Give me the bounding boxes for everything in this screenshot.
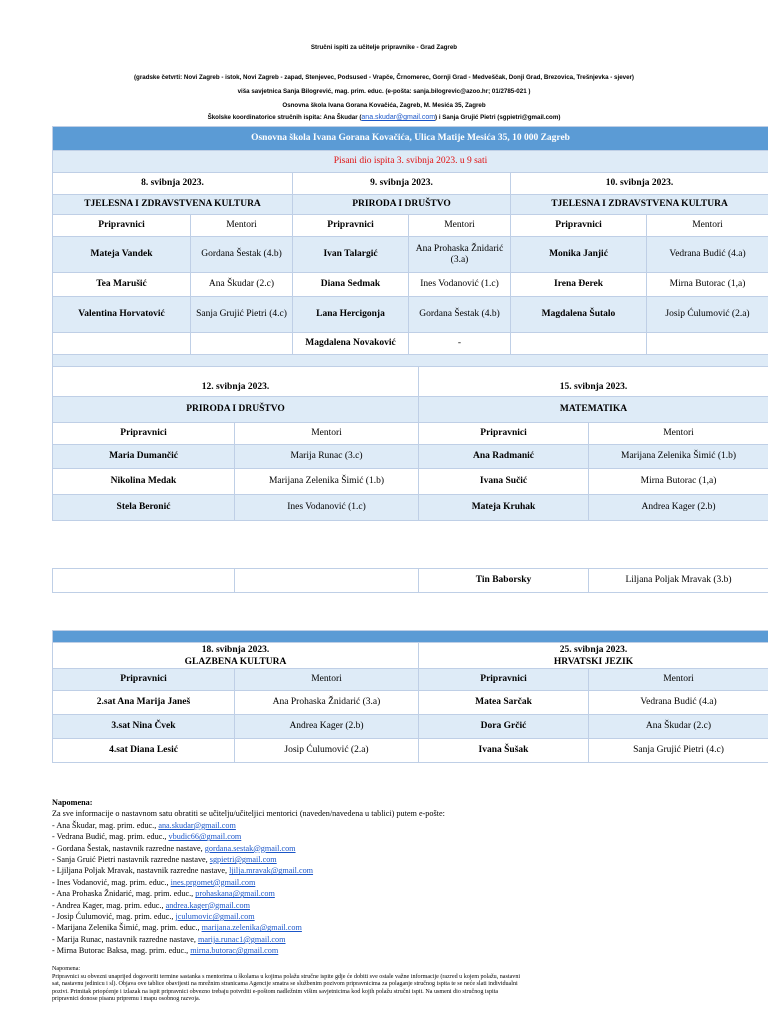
contact-name: - Marija Runac, nastavnik razredne nastave, bbox=[52, 934, 198, 944]
trainee-cell bbox=[53, 333, 191, 355]
table-row bbox=[53, 333, 768, 355]
trainee-cell: Dora Grčić bbox=[419, 715, 589, 739]
trainee-cell: Tea Marušić bbox=[53, 273, 191, 297]
notes-footer-text: Pripravnici su obvezni unaprijed dogovoriti termine sastanka s mentorima u školama u kojima polažu stručne ispite gdje će dobiti sve ostale važne informacije (razred u kojem polažu, nastavni sat, nastavnu jedinicu i sl). Objava ove tablice obavijesti na mrežnim stranicama Agencije smatra se službenim pozivom pripravnicima za polaganje stručnog ispita te se neće slati individualni pozivi. Primitak priopćenje i izlazak na ispit pripravnici obvezno trebaju potvrditi e-poštom nadležnim višim savjetnicima kod kojih polažu stručni ispit. Na usmeni dio stručnog ispita pripravnici donose pisanu pripremu i mapu osobnog razvoja. bbox=[52, 973, 521, 1003]
column-header-pripravnici: Pripravnici bbox=[53, 669, 235, 691]
table-row bbox=[53, 297, 768, 333]
mentor-cell: Ana Škudar (2.c) bbox=[191, 273, 293, 297]
contact-name: - Josip Ćulumović, mag. prim. educ., bbox=[52, 912, 176, 922]
trainee-cell bbox=[53, 569, 235, 593]
header-band bbox=[53, 631, 768, 643]
column-header-pripravnici: Pripravnici bbox=[53, 423, 235, 445]
contact-list bbox=[52, 820, 445, 957]
contact-item bbox=[52, 877, 445, 888]
contact-item bbox=[52, 854, 445, 865]
contact-item bbox=[52, 831, 445, 842]
column-header-mentori: Mentori bbox=[409, 215, 511, 237]
column-header-pripravnici: Pripravnici bbox=[53, 215, 191, 237]
school-banner: Osnovna škola Ivana Gorana Kovačića, Ulica Matije Mesića 35, 10 000 Zagreb bbox=[53, 127, 768, 151]
advisor-line: viša savjetnica Sanja Bilogrević, mag. prim. educ. (e-pošta: sanja.bilogrevic@azoo.hr; 01/2785-021 ) bbox=[237, 88, 531, 95]
trainee-cell: Matea Sarčak bbox=[419, 691, 589, 715]
mentor-cell: Ana Prohaska Žnidarić (3.a) bbox=[235, 691, 419, 715]
trainee-cell: 4.sat Diana Lesić bbox=[53, 739, 235, 763]
trainee-cell: Ivan Talargić bbox=[293, 237, 409, 273]
coordinator-email-link[interactable]: ana.skudar@gmail.com bbox=[361, 114, 436, 121]
notes-footer bbox=[52, 966, 522, 1004]
trainee-cell: Ivana Sučić bbox=[419, 469, 589, 495]
mentor-cell: Gordana Šestak (4.b) bbox=[191, 237, 293, 273]
trainee-cell bbox=[511, 333, 647, 355]
contact-email-link[interactable]: mirna.butorac@gmail.com bbox=[190, 946, 279, 956]
contact-email-link[interactable]: ines.prgomet@gmail.com bbox=[170, 877, 256, 887]
trainee-cell: Diana Sedmak bbox=[293, 273, 409, 297]
mentor-cell: Liljana Poljak Mravak (3.b) bbox=[589, 569, 768, 593]
contact-item bbox=[52, 934, 445, 945]
date-label: 25. svibnja 2023. bbox=[559, 644, 628, 655]
column-header-pripravnici: Pripravnici bbox=[419, 669, 589, 691]
contact-name: - Ana Prohaska Žnidarić, mag. prim. educ., bbox=[52, 889, 196, 899]
contact-email-link[interactable]: sgpietri@gmail.com bbox=[209, 855, 277, 865]
contact-item bbox=[52, 922, 445, 933]
trainee-cell: Lana Hercigonja bbox=[293, 297, 409, 333]
table-row bbox=[53, 237, 768, 273]
column-header-pripravnici: Pripravnici bbox=[293, 215, 409, 237]
notes-heading: Napomena: bbox=[52, 798, 93, 807]
contact-email-link[interactable]: marijana.zelenika@gmail.com bbox=[201, 923, 302, 933]
document-title: Stručni ispiti za učitelje pripravnike - Grad Zagreb bbox=[310, 44, 458, 51]
table-row bbox=[53, 715, 768, 739]
trainee-cell: Magdalena Novaković bbox=[293, 333, 409, 355]
contact-item bbox=[52, 865, 445, 876]
trainee-cell: Irena Đerek bbox=[511, 273, 647, 297]
contact-name: - Ljiljana Poljak Mravak, nastavnik razredne nastave, bbox=[52, 866, 230, 876]
mentor-cell: Josip Ćulumović (2.a) bbox=[235, 739, 419, 763]
trainee-cell: Ana Radmanić bbox=[419, 445, 589, 469]
trainee-cell: Maria Dumančić bbox=[53, 445, 235, 469]
date-cell: 10. svibnja 2023. bbox=[511, 173, 768, 195]
trainee-cell: Ivana Šušak bbox=[419, 739, 589, 763]
mentor-cell bbox=[647, 333, 768, 355]
contact-email-link[interactable]: ljilja.mravak@gmail.com bbox=[229, 866, 314, 876]
date-cell: 15. svibnja 2023. bbox=[419, 367, 768, 397]
mentor-cell: Marijana Zelenika Šimić (1.b) bbox=[235, 469, 419, 495]
contact-name: - Ines Vodanović, mag. prim. educ., bbox=[52, 877, 171, 887]
table-row bbox=[53, 495, 768, 521]
schedule-table-3 bbox=[52, 568, 768, 593]
trainee-cell: Stela Beronić bbox=[53, 495, 235, 521]
date-cell: 9. svibnja 2023. bbox=[293, 173, 511, 195]
date-cell: 12. svibnja 2023. bbox=[53, 367, 419, 397]
mentor-cell: Andrea Kager (2.b) bbox=[589, 495, 768, 521]
mentor-cell bbox=[191, 333, 293, 355]
trainee-cell: Magdalena Šutalo bbox=[511, 297, 647, 333]
districts-line: (gradske četvrti: Novi Zagreb - istok, Novi Zagreb - zapad, Stenjevec, Podsused - Vrapče, Črnomerec, Gornji Grad - Medveščak, Donji Grad, Brezovica, Trešnjevka - sjever) bbox=[134, 74, 634, 81]
subject-label: HRVATSKI JEZIK bbox=[553, 656, 634, 667]
coordinators-suffix: ) i Sanja Grujić Pietri (sgpietri@gmail.com) bbox=[435, 114, 561, 121]
contact-name: - Andrea Kager, mag. prim. educ., bbox=[52, 900, 166, 910]
mentor-cell: Mirna Butorac (1,a) bbox=[589, 469, 768, 495]
trainee-cell: Mateja Vandek bbox=[53, 237, 191, 273]
contact-email-link[interactable]: gordana.sestak@gmail.com bbox=[204, 843, 296, 853]
written-exam-note: Pisani dio ispita 3. svibnja 2023. u 9 sati bbox=[53, 151, 768, 173]
contact-item bbox=[52, 820, 445, 831]
subject-cell: TJELESNA I ZDRAVSTVENA KULTURA bbox=[511, 195, 768, 215]
mentor-cell: Mirna Butorac (1,a) bbox=[647, 273, 768, 297]
column-header-pripravnici: Pripravnici bbox=[419, 423, 589, 445]
column-header-mentori: Mentori bbox=[589, 423, 768, 445]
schedule-table-1 bbox=[52, 126, 768, 367]
column-header-mentori: Mentori bbox=[647, 215, 768, 237]
mentor-cell: Marija Runac (3.c) bbox=[235, 445, 419, 469]
subject-cell: PRIRODA I DRUŠTVO bbox=[53, 397, 419, 423]
mentor-cell: - bbox=[409, 333, 511, 355]
contact-item bbox=[52, 888, 445, 899]
mentor-cell bbox=[235, 569, 419, 593]
schedule-table-2 bbox=[52, 366, 768, 521]
table-row bbox=[53, 739, 768, 763]
column-header-mentori: Mentori bbox=[589, 669, 768, 691]
contact-email-link[interactable]: prohaskana@gmail.com bbox=[195, 889, 275, 899]
mentor-cell: Marijana Zelenika Šimić (1.b) bbox=[589, 445, 768, 469]
mentor-cell: Josip Ćulumović (2.a) bbox=[647, 297, 768, 333]
trainee-cell: Tin Baborsky bbox=[419, 569, 589, 593]
trainee-cell: Valentina Horvatović bbox=[53, 297, 191, 333]
trainee-cell: 2.sat Ana Marija Janeš bbox=[53, 691, 235, 715]
mentor-cell: Gordana Šestak (4.b) bbox=[409, 297, 511, 333]
table-row bbox=[53, 469, 768, 495]
coordinators-line bbox=[0, 114, 768, 121]
column-header-mentori: Mentori bbox=[191, 215, 293, 237]
notes-intro: Za sve informacije o nastavnom satu obratiti se učitelju/učiteljici mentorici (naveden/navedena u tablici) putem e-pošte: bbox=[52, 809, 445, 819]
trainee-cell: Monika Janjić bbox=[511, 237, 647, 273]
contact-email-link[interactable]: marija.runac1@gmail.com bbox=[197, 934, 286, 944]
contact-email-link[interactable]: ana.skudar@gmail.com bbox=[158, 820, 236, 830]
subject-cell: PRIRODA I DRUŠTVO bbox=[293, 195, 511, 215]
column-header-mentori: Mentori bbox=[235, 423, 419, 445]
contact-name: - Vedrana Budić, mag. prim. educ., bbox=[52, 832, 169, 842]
mentor-cell: Ana Prohaska Žnidarić (3.a) bbox=[409, 237, 511, 273]
contact-item bbox=[52, 911, 445, 922]
date-label: 18. svibnja 2023. bbox=[201, 644, 270, 655]
subject-label: GLAZBENA KULTURA bbox=[184, 656, 287, 667]
table-row bbox=[53, 445, 768, 469]
contact-name: - Marijana Zelenika Šimić, mag. prim. educ., bbox=[52, 923, 202, 933]
school-line: Osnovna škola Ivana Gorana Kovačića, Zagreb, M. Mesića 35, Zagreb bbox=[282, 102, 486, 109]
contact-name: - Gordana Šestak, nastavnik razredne nastave, bbox=[52, 843, 205, 853]
column-header-mentori: Mentori bbox=[235, 669, 419, 691]
schedule-table-4 bbox=[52, 630, 768, 763]
mentor-cell: Vedrana Budić (4.a) bbox=[647, 237, 768, 273]
contact-item bbox=[52, 843, 445, 854]
mentor-cell: Vedrana Budić (4.a) bbox=[589, 691, 768, 715]
trainee-cell: Mateja Kruhak bbox=[419, 495, 589, 521]
subject-cell: MATEMATIKA bbox=[419, 397, 768, 423]
contact-item bbox=[52, 900, 445, 911]
spacer-row bbox=[53, 355, 768, 367]
subject-cell: TJELESNA I ZDRAVSTVENA KULTURA bbox=[53, 195, 293, 215]
contact-name: - Sanja Gruić Pietri nastavnik razredne nastave, bbox=[52, 855, 210, 865]
date-cell: 8. svibnja 2023. bbox=[53, 173, 293, 195]
contact-item bbox=[52, 945, 445, 956]
mentor-cell: Ines Vodanović (1.c) bbox=[409, 273, 511, 297]
date-subject-cell bbox=[53, 643, 419, 669]
table-row bbox=[53, 273, 768, 297]
table-row bbox=[53, 691, 768, 715]
trainee-cell: 3.sat Nina Čvek bbox=[53, 715, 235, 739]
notes-footer-heading: Napomena: bbox=[52, 966, 81, 972]
contact-email-link[interactable]: andrea.kager@gmail.com bbox=[165, 900, 250, 910]
mentor-cell: Ines Vodanović (1.c) bbox=[235, 495, 419, 521]
notes-section bbox=[52, 797, 445, 957]
trainee-cell: Nikolina Medak bbox=[53, 469, 235, 495]
contact-name: - Ana Škudar, mag. prim. educ., bbox=[52, 820, 159, 830]
mentor-cell: Sanja Grujić Pietri (4.c) bbox=[589, 739, 768, 763]
column-header-pripravnici: Pripravnici bbox=[511, 215, 647, 237]
mentor-cell: Ana Škudar (2.c) bbox=[589, 715, 768, 739]
table-row bbox=[53, 569, 768, 593]
mentor-cell: Sanja Grujić Pietri (4.c) bbox=[191, 297, 293, 333]
coordinators-prefix: Školske koordinatorice stručnih ispita: Ana Škudar ( bbox=[207, 114, 362, 121]
date-subject-cell bbox=[419, 643, 768, 669]
contact-email-link[interactable]: jculumovic@gmail.com bbox=[175, 912, 255, 922]
mentor-cell: Andrea Kager (2.b) bbox=[235, 715, 419, 739]
contact-name: - Mirna Butorac Baksa, mag. prim. educ., bbox=[52, 946, 191, 956]
contact-email-link[interactable]: vbudic66@gmail.com bbox=[168, 832, 242, 842]
